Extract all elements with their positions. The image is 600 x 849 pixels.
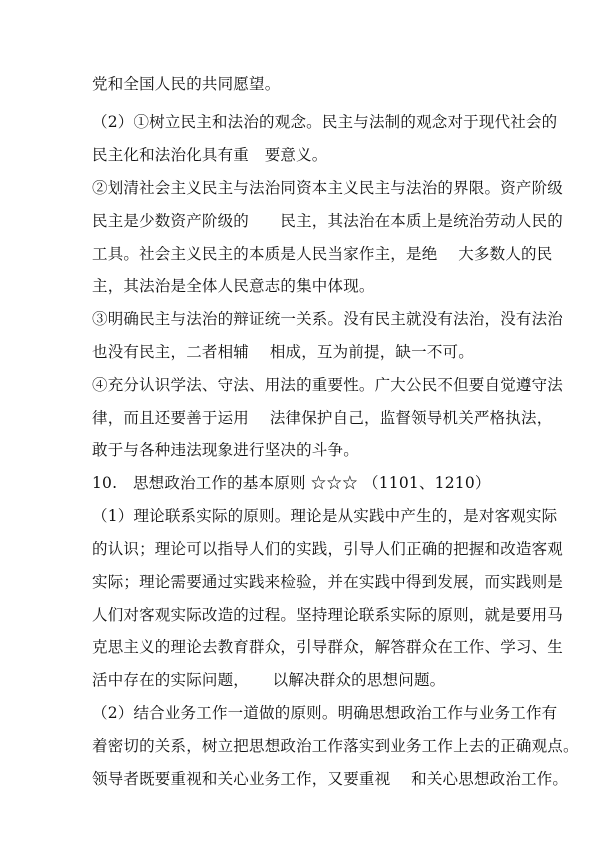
text-line: 敢于与各种违法现象进行坚决的斗争。 <box>92 441 359 459</box>
section-heading: 10. 思想政治工作的基本原则 ☆☆☆ （1101、1210） <box>92 474 491 492</box>
text-line: 的认识；理论可以指导人们的实践，引导人们正确的把握和改造客观 <box>92 540 564 558</box>
text-line: 工具。社会主义民主的本质是人民当家作主，是绝 大多数人的民 <box>92 245 553 263</box>
text-line: 也没有民主，二者相辅 相成，互为前提，缺一不可。 <box>92 343 474 361</box>
text-line: （2）结合业务工作一道做的原则。明确思想政治工作与业务工作有 <box>92 704 558 722</box>
text-line: 民主是少数资产阶级的 民主，其法治在本质上是统治劳动人民的 <box>92 212 564 230</box>
text-line: （1）理论联系实际的原则。理论是从实践中产生的，是对客观实际 <box>92 507 558 525</box>
text-line: 党和全国人民的共同愿望。 <box>92 75 281 93</box>
text-line: 人们对客观实际改造的过程。坚持理论联系实际的原则，就是要用马 <box>92 606 564 624</box>
text-line: 着密切的关系，树立把思想政治工作落实到业务工作上去的正确观点。 <box>92 737 579 755</box>
text-line: 律，而且还要善于运用 法律保护自己，监督领导机关严格执法， <box>92 409 553 427</box>
text-line: 活中存在的实际问题， 以解决群众的思想问题。 <box>92 671 446 689</box>
text-line: 克思主义的理论去教育群众，引导群众，解答群众在工作、学习、生 <box>92 638 564 656</box>
text-line: 实际；理论需要通过实践来检验，并在实践中得到发展，而实践则是 <box>92 573 564 591</box>
text-line: ③明确民主与法治的辩证统一关系。没有民主就没有法治，没有法治 <box>92 310 564 328</box>
text-line: 民主化和法治化具有重 要意义。 <box>92 146 328 164</box>
text-line: ④充分认识学法、守法、用法的重要性。广大公民不但要自觉遵守法 <box>92 376 564 394</box>
text-line: 领导者既要重视和关心业务工作，又要重视 和关心思想政治工作。 <box>92 770 569 788</box>
text-line: ②划清社会主义民主与法治同资本主义民主与法治的界限。资产阶级 <box>92 179 564 197</box>
text-line: （2）①树立民主和法治的观念。民主与法制的观念对于现代社会的 <box>92 113 558 131</box>
text-line: 主，其法治是全体人民意志的集中体现。 <box>92 277 375 295</box>
